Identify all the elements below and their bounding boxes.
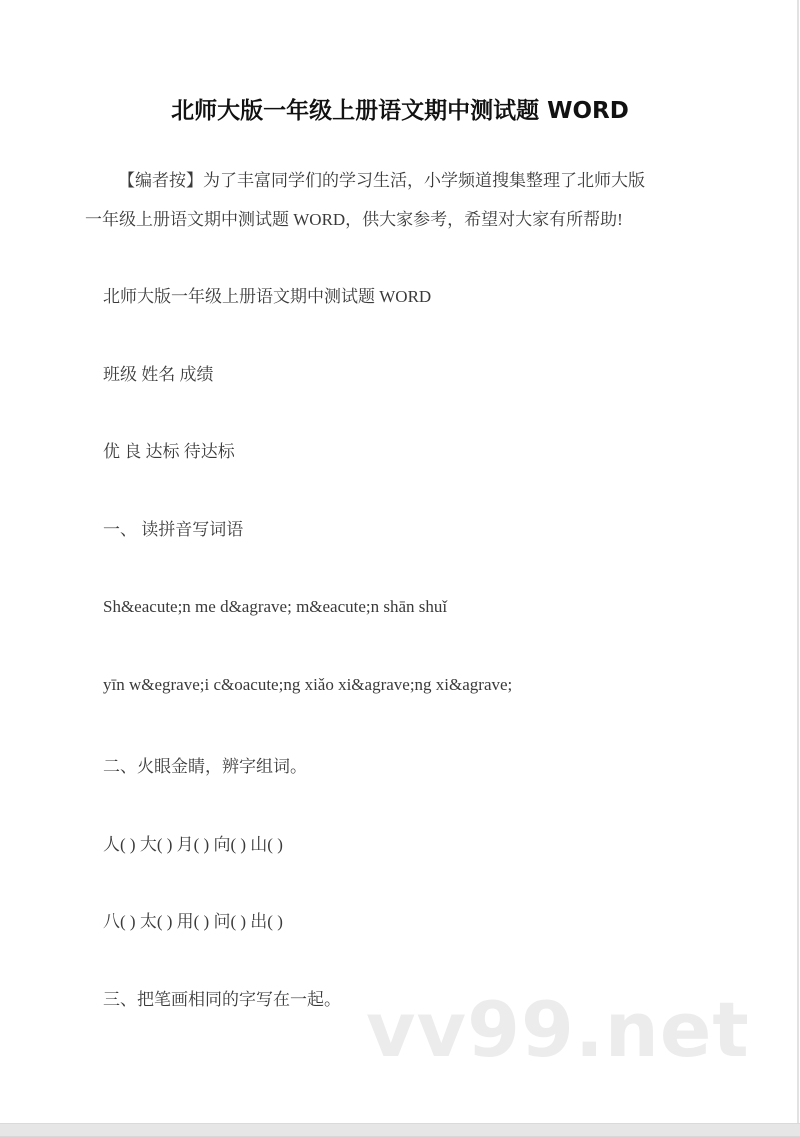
section-1-heading: 一、 读拼音写词语: [103, 520, 244, 539]
word-group-line-1: 人( ) 大( ) 月( ) 向( ) 山( ): [103, 835, 283, 854]
intro-paragraph-line-2: 一年级上册语文期中测试题 WORD，供大家参考，希望对大家有所帮助!: [85, 210, 623, 229]
word-group-line-2: 八( ) 太( ) 用( ) 问( ) 出( ): [103, 912, 283, 931]
pinyin-line-1: Sh&eacute;n me d&agrave; m&eacute;n shān shuǐ: [103, 597, 448, 616]
section-3-heading: 三、把笔画相同的字写在一起。: [103, 990, 341, 1009]
subtitle-line: 北师大版一年级上册语文期中测试题 WORD: [103, 287, 432, 306]
intro-paragraph-line-1: 【编者按】为了丰富同学们的学习生活，小学频道搜集整理了北师大版: [118, 171, 645, 190]
pinyin-line-2: yīn w&egrave;i c&oacute;ng xiǎo xi&agrave;ng xi&agrave;: [103, 675, 513, 694]
student-info-line: 班级 姓名 成绩: [103, 365, 214, 384]
watermark: vv99.net: [366, 985, 750, 1074]
document-title: 北师大版一年级上册语文期中测试题 WORD: [171, 98, 629, 124]
page-bottom-edge: [0, 1123, 800, 1137]
grade-levels-line: 优 良 达标 待达标: [103, 442, 235, 461]
section-2-heading: 二、火眼金睛，辨字组词。: [103, 757, 307, 776]
